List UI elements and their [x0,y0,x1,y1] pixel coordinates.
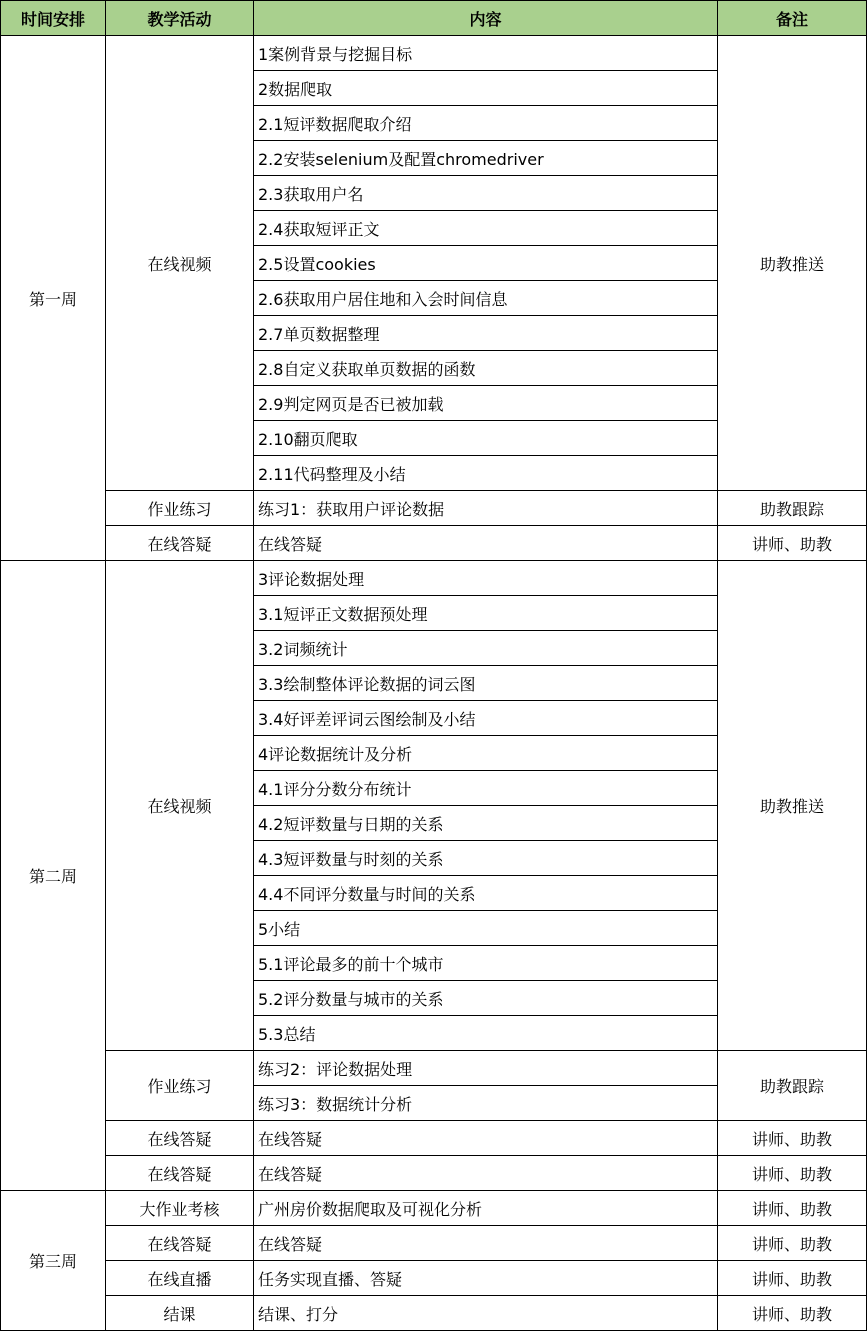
content-cell: 4.3短评数量与时刻的关系 [254,841,718,876]
content-cell: 3.2词频统计 [254,631,718,666]
note-cell: 讲师、助教 [718,1226,867,1261]
header-time: 时间安排 [1,1,106,36]
content-cell: 广州房价数据爬取及可视化分析 [254,1191,718,1226]
table-row [1,36,867,71]
content-cell: 1案例背景与挖掘目标 [254,36,718,71]
content-cell: 3.4好评差评词云图绘制及小结 [254,701,718,736]
note-cell: 讲师、助教 [718,1191,867,1226]
week-label: 第二周 [1,561,106,1191]
content-cell: 2.3获取用户名 [254,176,718,211]
content-cell: 2.1短评数据爬取介绍 [254,106,718,141]
content-cell: 2数据爬取 [254,71,718,106]
activity-cell: 作业练习 [106,491,254,526]
content-cell: 在线答疑 [254,1226,718,1261]
table-row [1,1121,867,1156]
note-cell: 助教推送 [718,561,867,1051]
content-cell: 练习1：获取用户评论数据 [254,491,718,526]
note-cell: 助教推送 [718,36,867,491]
header-content: 内容 [254,1,718,36]
activity-cell: 在线答疑 [106,1226,254,1261]
table-row [1,1191,867,1226]
content-cell: 5.1评论最多的前十个城市 [254,946,718,981]
table-row [1,561,867,596]
note-cell: 讲师、助教 [718,1121,867,1156]
table-row [1,1226,867,1261]
table-row [1,1296,867,1331]
note-cell: 讲师、助教 [718,1261,867,1296]
activity-cell: 结课 [106,1296,254,1331]
content-cell: 2.11代码整理及小结 [254,456,718,491]
content-cell: 2.9判定网页是否已被加载 [254,386,718,421]
note-cell: 讲师、助教 [718,1156,867,1191]
activity-cell: 在线答疑 [106,1121,254,1156]
content-cell: 2.7单页数据整理 [254,316,718,351]
content-cell: 2.6获取用户居住地和入会时间信息 [254,281,718,316]
content-cell: 4评论数据统计及分析 [254,736,718,771]
week-label: 第一周 [1,36,106,561]
header-activity: 教学活动 [106,1,254,36]
table-row [1,1051,867,1086]
content-cell: 4.1评分分数分布统计 [254,771,718,806]
content-cell: 3评论数据处理 [254,561,718,596]
content-cell: 2.5设置cookies [254,246,718,281]
content-cell: 4.4不同评分数量与时间的关系 [254,876,718,911]
content-cell: 在线答疑 [254,526,718,561]
content-cell: 4.2短评数量与日期的关系 [254,806,718,841]
content-cell: 5.3总结 [254,1016,718,1051]
activity-cell: 在线答疑 [106,1156,254,1191]
content-cell: 5.2评分数量与城市的关系 [254,981,718,1016]
content-cell: 练习2：评论数据处理 [254,1051,718,1086]
activity-cell: 大作业考核 [106,1191,254,1226]
content-cell: 任务实现直播、答疑 [254,1261,718,1296]
table-row [1,491,867,526]
table-row [1,526,867,561]
note-cell: 讲师、助教 [718,1296,867,1331]
content-cell: 2.10翻页爬取 [254,421,718,456]
activity-cell: 在线视频 [106,561,254,1051]
content-cell: 在线答疑 [254,1156,718,1191]
note-cell: 助教跟踪 [718,491,867,526]
activity-cell: 在线答疑 [106,526,254,561]
content-cell: 3.1短评正文数据预处理 [254,596,718,631]
note-cell: 助教跟踪 [718,1051,867,1121]
table-row [1,1261,867,1296]
week-label: 第三周 [1,1191,106,1331]
content-cell: 3.3绘制整体评论数据的词云图 [254,666,718,701]
note-cell: 讲师、助教 [718,526,867,561]
content-cell: 2.4获取短评正文 [254,211,718,246]
content-cell: 5小结 [254,911,718,946]
content-cell: 在线答疑 [254,1121,718,1156]
content-cell: 2.8自定义获取单页数据的函数 [254,351,718,386]
activity-cell: 在线视频 [106,36,254,491]
table-row [1,1156,867,1191]
content-cell: 2.2安装selenium及配置chromedriver [254,141,718,176]
activity-cell: 作业练习 [106,1051,254,1121]
header-note: 备注 [718,1,867,36]
header-row [1,1,867,36]
activity-cell: 在线直播 [106,1261,254,1296]
content-cell: 结课、打分 [254,1296,718,1331]
content-cell: 练习3：数据统计分析 [254,1086,718,1121]
